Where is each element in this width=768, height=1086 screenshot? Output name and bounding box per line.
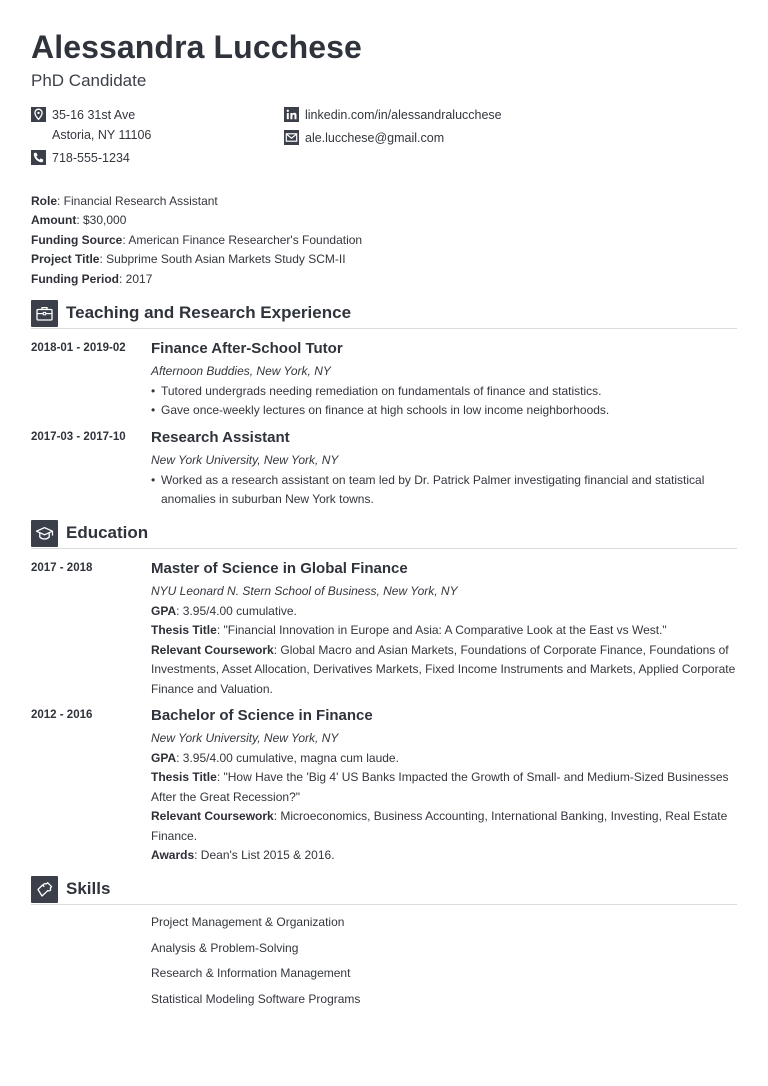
bullet-item: • Tutored undergrads needing remediation on fundamentals of finance and statistics.	[151, 382, 737, 402]
skill-item: Analysis & Problem-Solving	[151, 940, 299, 955]
section-title-education: Education	[66, 523, 149, 542]
entry-bullets	[151, 471, 737, 510]
location-icon	[31, 107, 46, 122]
entry-date: 2017 - 2018	[31, 562, 93, 574]
funding-info	[31, 192, 362, 289]
entry-organization: New York University, New York, NY	[151, 731, 339, 745]
section-header-experience	[31, 300, 737, 329]
puzzle-piece-icon	[35, 880, 54, 899]
skills-list	[151, 912, 360, 1015]
info-row-funding-period: Funding Period: 2017	[31, 271, 153, 286]
info-row-project-title: Project Title: Subprime South Asian Markets Study SCM-II	[31, 252, 346, 267]
section-header-skills	[31, 876, 737, 905]
phone-icon	[31, 150, 46, 165]
phone-number: 718-555-1234	[52, 151, 130, 165]
bullet-item: • Worked as a research assistant on team led by Dr. Patrick Palmer investigating financial and statistical anomalies in suburban New York towns.	[151, 471, 737, 510]
contact-email	[284, 129, 444, 149]
info-row-funding-source: Funding Source: American Finance Researcher's Foundation	[31, 232, 363, 247]
address-line-2: Astoria, NY 11106	[52, 127, 152, 142]
candidate-name: Alessandra Lucchese	[31, 29, 362, 65]
info-row-amount: Amount: $30,000	[31, 213, 127, 228]
entry-relevant-coursework: Relevant Coursework: Global Macro and Asian Markets, Foundations of Corporate Finance, Foundations of Investments, Asset Allocation, Derivatives Markets, Fixed Income Instruments and Markets, Applied Corporate Finance and Valuation.	[151, 642, 736, 696]
email-address[interactable]: ale.lucchese@gmail.com	[305, 131, 445, 145]
linkedin-url[interactable]: linkedin.com/in/alessandralucchese	[305, 108, 502, 122]
candidate-title: PhD Candidate	[31, 71, 147, 90]
graduation-cap-icon	[35, 524, 54, 543]
entry-title: Bachelor of Science in Finance	[151, 707, 373, 724]
entry-thesis-title: Thesis Title: "How Have the 'Big 4' US Banks Impacted the Growth of Small- and Medium-Sized Businesses After the Great Recession?"	[151, 770, 729, 804]
section-title-experience: Teaching and Research Experience	[66, 303, 352, 322]
entry-organization: NYU Leonard N. Stern School of Business, New York, NY	[151, 584, 458, 598]
entry-gpa: GPA: 3.95/4.00 cumulative, magna cum laude.	[151, 750, 399, 765]
entry-awards: Awards: Dean's List 2015 & 2016.	[151, 848, 335, 862]
briefcase-icon	[35, 304, 54, 323]
entry-gpa: GPA: 3.95/4.00 cumulative.	[151, 603, 297, 618]
entry-organization: New York University, New York, NY	[151, 453, 339, 467]
entry-relevant-coursework: Relevant Coursework: Microeconomics, Business Accounting, International Banking, Investing, Real Estate Finance.	[151, 809, 728, 843]
entry-date: 2012 - 2016	[31, 709, 93, 721]
contact-address	[31, 106, 151, 145]
section-title-skills: Skills	[66, 879, 111, 898]
entry-date: 2017-03 - 2017-10	[31, 431, 126, 443]
address-line-1: 35-16 31st Ave	[52, 108, 136, 122]
section-icon-box	[31, 876, 58, 903]
skill-item: Statistical Modeling Software Programs	[151, 992, 361, 1007]
skill-item: Research & Information Management	[151, 966, 351, 981]
info-row-role: Role: Financial Research Assistant	[31, 194, 218, 208]
entry-organization: Afternoon Buddies, New York, NY	[151, 364, 331, 378]
entry-title: Finance After-School Tutor	[151, 340, 343, 357]
entry-thesis-title: Thesis Title: "Financial Innovation in Europe and Asia: A Comparative Look at the East vs West."	[151, 623, 667, 637]
skill-item: Project Management & Organization	[151, 915, 345, 929]
entry-title: Master of Science in Global Finance	[151, 560, 408, 577]
entry-bullets	[151, 382, 737, 421]
section-icon-box	[31, 520, 58, 547]
section-header-education	[31, 520, 737, 549]
email-icon	[284, 130, 299, 145]
contact-phone	[31, 149, 130, 169]
section-icon-box	[31, 300, 58, 327]
entry-date: 2018-01 - 2019-02	[31, 342, 126, 354]
bullet-item: • Gave once-weekly lectures on finance at high schools in low income neighborhoods.	[151, 401, 737, 421]
linkedin-icon	[284, 107, 299, 122]
entry-title: Research Assistant	[151, 429, 290, 446]
contact-linkedin	[284, 106, 502, 126]
